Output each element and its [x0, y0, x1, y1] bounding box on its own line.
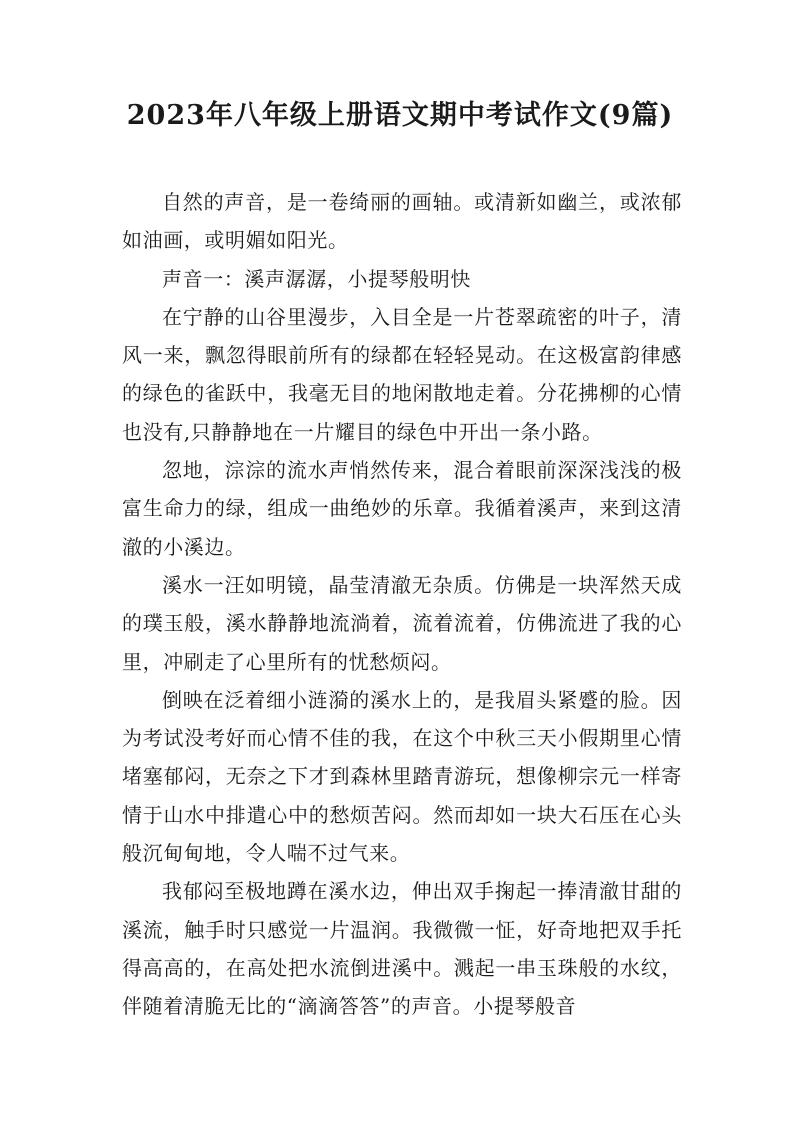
paragraph: 在宁静的山谷里漫步，入目全是一片苍翠疏密的叶子，清风一来，飘忽得眼前所有的绿都在轻轻晃动。在这极富韵律感的绿色的雀跃中，我毫无目的地闲散地走着。分花拂柳的心情也没有,只静静地在一片耀目的绿色中开出一条小路。 [122, 304, 682, 444]
paragraph: 我郁闷至极地蹲在溪水边，伸出双手掬起一捧清澈甘甜的溪流，触手时只感觉一片温润。我微微一怔，好奇地把双手托得高高的，在高处把水流倒进溪中。溅起一串玉珠般的水纹，伴随着清脆无比的“滴滴答答”的声音。小提琴般音 [122, 879, 682, 1019]
paragraph: 溪水一汪如明镜，晶莹清澈无杂质。仿佛是一块浑然天成的璞玉般，溪水静静地流淌着，流着流着，仿佛流进了我的心里，冲刷走了心里所有的忧愁烦闷。 [122, 572, 682, 674]
paragraph: 忽地，淙淙的流水声悄然传来，混合着眼前深深浅浅的极富生命力的绿，组成一曲绝妙的乐章。我循着溪声，来到这清澈的小溪边。 [122, 458, 682, 559]
document-title: 2023年八年级上册语文期中考试作文(9篇) [126, 100, 674, 131]
section-heading: 声音一：溪声潺潺，小提琴般明快 [162, 266, 471, 291]
paragraph: 自然的声音，是一卷绮丽的画轴。或清新如幽兰，或浓郁如油画，或明媚如阳光。 [122, 190, 682, 253]
essay-body [122, 183, 682, 1026]
paragraph: 倒映在泛着细小涟漪的溪水上的，是我眉头紧蹙的脸。因为考试没考好而心情不佳的我，在这个中秋三天小假期里心情堵塞郁闷，无奈之下才到森林里踏青游玩，想像柳宗元一样寄情于山水中排遣心中的愁烦苦闷。然而却如一块大石压在心头般沉甸甸地，令人喘不过气来。 [122, 687, 682, 866]
